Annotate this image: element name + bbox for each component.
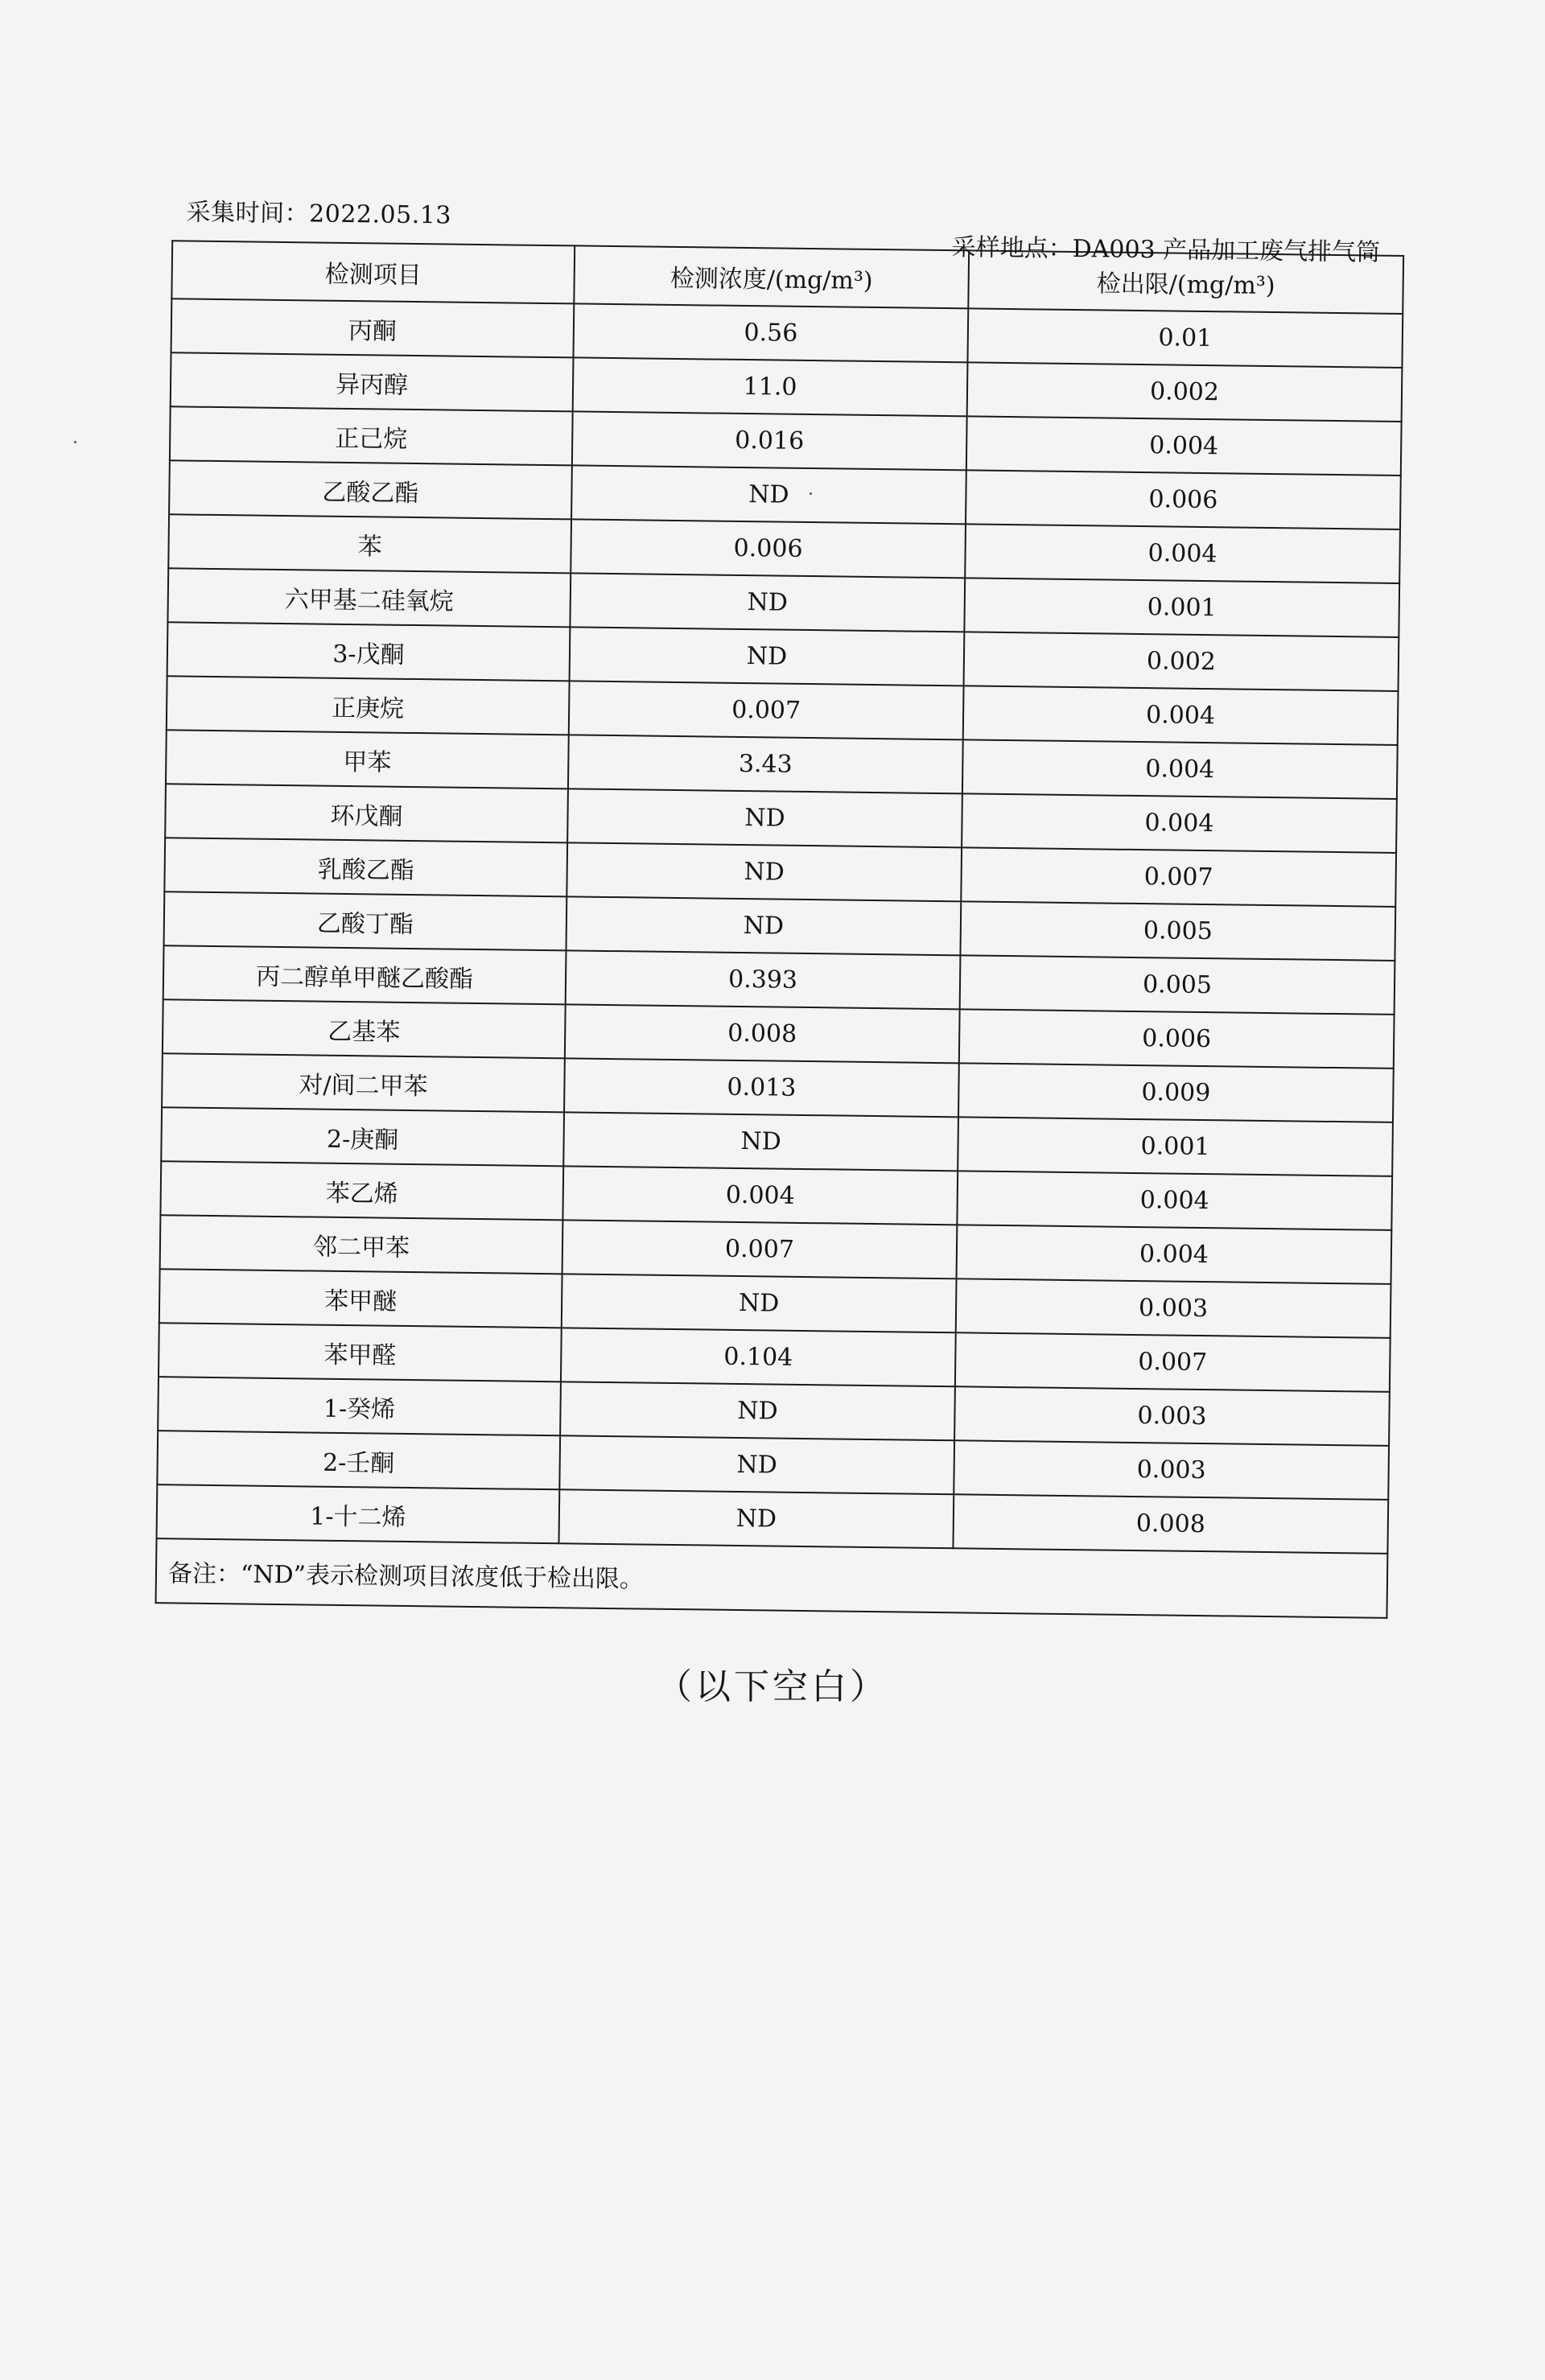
cell-limit: 0.005 xyxy=(960,955,1395,1015)
cell-item: 丙二醇单甲醚乙酸酯 xyxy=(163,945,566,1004)
cell-limit: 0.007 xyxy=(961,847,1396,907)
cell-item: 甲苯 xyxy=(166,730,569,789)
cell-limit: 0.003 xyxy=(954,1440,1389,1500)
header-limit: 检出限/(mg/m³) xyxy=(968,250,1403,314)
cell-concentration: ND xyxy=(560,1381,955,1440)
results-table xyxy=(155,240,1405,1619)
cell-limit: 0.003 xyxy=(956,1279,1391,1338)
cell-item: 对/间二甲苯 xyxy=(162,1053,565,1112)
cell-concentration: 0.004 xyxy=(562,1166,958,1225)
cell-item: 正己烷 xyxy=(170,406,573,465)
cell-limit: 0.004 xyxy=(962,739,1398,799)
cell-limit: 0.007 xyxy=(955,1332,1390,1392)
header-item: 检测项目 xyxy=(171,241,575,303)
cell-concentration: 0.008 xyxy=(565,1004,960,1063)
cell-concentration: ND xyxy=(570,573,965,632)
cell-concentration: ND xyxy=(563,1112,958,1171)
header-concentration: 检测浓度/(mg/m³) xyxy=(574,245,969,308)
cell-concentration: ND xyxy=(570,627,965,686)
cell-item: 2-庚酮 xyxy=(161,1107,564,1166)
cell-item: 六甲基二硅氧烷 xyxy=(167,568,571,627)
cell-item: 苯 xyxy=(168,514,571,573)
cell-limit: 0.004 xyxy=(963,686,1399,745)
cell-limit: 0.006 xyxy=(966,470,1401,529)
report-section xyxy=(136,190,1408,1619)
cell-concentration: ND xyxy=(558,1489,954,1548)
cell-limit: 0.009 xyxy=(958,1063,1394,1122)
cell-item: 异丙醇 xyxy=(171,352,574,411)
cell-item: 邻二甲苯 xyxy=(160,1215,563,1274)
cell-concentration: ND xyxy=(566,896,961,955)
cell-concentration: ND xyxy=(566,842,962,901)
cell-limit: 0.008 xyxy=(953,1494,1388,1554)
cell-limit: 0.004 xyxy=(957,1171,1392,1230)
cell-concentration: 0.104 xyxy=(561,1328,956,1386)
cell-concentration: 11.0 xyxy=(573,357,968,416)
cell-item: 环戊酮 xyxy=(165,784,568,842)
cell-limit: 0.004 xyxy=(962,793,1397,853)
cell-item: 1-十二烯 xyxy=(157,1484,560,1543)
cell-limit: 0.002 xyxy=(967,362,1403,422)
sampling-location: 采样地点：DA003 产品加工废气排气筒 xyxy=(951,233,1381,267)
blank-below-marker: （以下空白） xyxy=(657,1666,888,1707)
sampling-time: 采集时间：2022.05.13 xyxy=(186,198,452,230)
cell-limit: 0.001 xyxy=(964,578,1399,637)
cell-concentration: 3.43 xyxy=(568,735,963,793)
cell-concentration: 0.56 xyxy=(573,303,968,362)
cell-concentration: 0.006 xyxy=(571,519,966,578)
cell-item: 乙酸乙酯 xyxy=(169,460,572,519)
cell-limit: 0.001 xyxy=(958,1117,1393,1176)
cell-limit: 0.004 xyxy=(957,1225,1392,1284)
cell-limit: 0.004 xyxy=(965,524,1400,583)
cell-concentration: 0.016 xyxy=(572,411,967,470)
cell-concentration: 0.007 xyxy=(562,1220,958,1279)
cell-concentration: ND xyxy=(559,1435,954,1494)
cell-concentration: ND xyxy=(567,789,962,847)
cell-item: 乙基苯 xyxy=(163,999,566,1058)
cell-item: 乳酸乙酯 xyxy=(164,838,567,896)
cell-item: 1-癸烯 xyxy=(158,1377,561,1435)
cell-limit: 0.004 xyxy=(966,416,1402,476)
cell-item: 乙酸丁酯 xyxy=(164,891,567,950)
cell-item: 苯甲醛 xyxy=(159,1323,562,1381)
scan-speck xyxy=(74,441,76,443)
table-note: 备注：“ND”表示检测项目浓度低于检出限。 xyxy=(156,1538,1388,1618)
cell-item: 3-戊酮 xyxy=(167,622,571,681)
cell-limit: 0.006 xyxy=(959,1009,1395,1069)
cell-limit: 0.003 xyxy=(954,1386,1390,1446)
cell-item: 丙酮 xyxy=(171,299,575,357)
cell-limit: 0.01 xyxy=(967,308,1403,368)
cell-item: 苯甲醚 xyxy=(159,1269,562,1328)
cell-concentration: 0.013 xyxy=(564,1058,959,1117)
cell-concentration: ND xyxy=(571,465,966,524)
cell-item: 2-壬酮 xyxy=(157,1431,560,1489)
cell-limit: 0.002 xyxy=(964,632,1399,691)
cell-item: 苯乙烯 xyxy=(160,1161,563,1220)
cell-limit: 0.005 xyxy=(960,901,1395,961)
cell-concentration: ND xyxy=(562,1274,957,1332)
cell-item: 正庚烷 xyxy=(167,676,570,735)
cell-concentration: 0.393 xyxy=(566,950,961,1009)
cell-concentration: 0.007 xyxy=(569,681,964,739)
